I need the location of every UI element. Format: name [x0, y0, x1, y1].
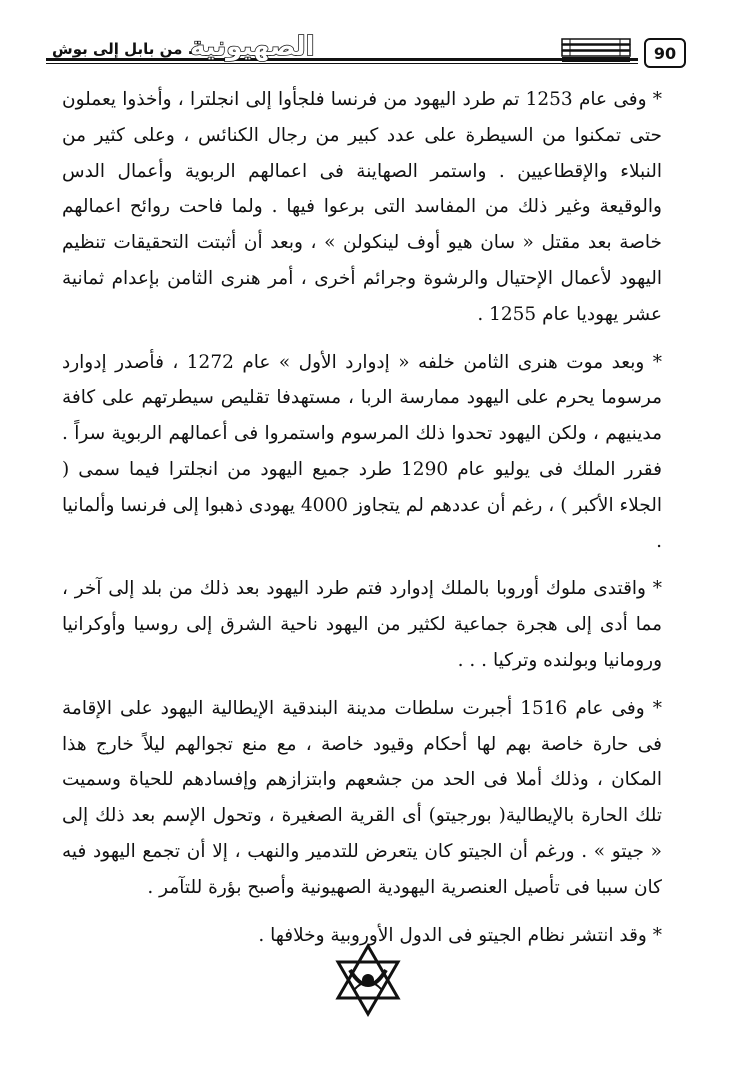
header-title: الصهيونية [190, 32, 315, 62]
paragraph: * وبعد موت هنرى الثامن خلفه « إدوارد الأول » عام 1272 ، فأصدر إدوارد مرسوما يحرم على اليهود ممارسة الربا ، مستهدفا تقليص سيطرتهم على كافة مدينيهم ، ولكن اليهود تحدوا ذلك المرسوم واستمروا فى أعمالهم الربوية سراً . فقرر الملك فى يوليو عام 1290 طرد جميع اليهود من انجلترا فيما سمى ( الجلاء الأكبر ) ، رغم أن عددهم لم يتجاوز 4000 يهودى ذهبوا إلى فرنسا وألمانيا . [62, 351, 663, 552]
paragraph: * وفى عام 1516 أجبرت سلطات مدينة البندقية الإيطالية اليهود على الإقامة فى حارة خاصة بهم لها أحكام وقيود خاصة ، مع منع تجوالهم ليلاً خارج هذا المكان ، وذلك أملا فى الحد من جشعهم وابتزازهم وإفسادهم للحياة وسميت تلك الحارة بالإيطالية( بورجيتو) أى القرية الصغيرة ، وتحول الإسم بعد ذلك إلى « جيتو » . ورغم أن الجيتو كان يتعرض للتدمير والنهب ، إلا أن تجمع اليهود فيه كان سببا فى تأصيل العنصرية اليهودية الصهيونية وأصبح بؤرة للتآمر . [62, 697, 662, 898]
star-of-david-emblem-icon [328, 940, 408, 1020]
page-header [40, 22, 690, 72]
paragraph: * وقد انتشر نظام الجيتو فى الدول الأوروبية وخلافها . [258, 924, 662, 946]
header-rule-thin [46, 63, 638, 64]
paragraph: * واقتدى ملوك أوروبا بالملك إدوارد فتم طرد اليهود بعد ذلك من بلد إلى آخر ، مما أدى إلى هجرة جماعية لكثير من اليهود ناحية الشرق إلى روسيا وأوكرانيا ورومانيا وبولنده وتركيا . . . [62, 578, 662, 671]
header-subtitle: .. من بابل إلى بوش [52, 40, 200, 58]
page-number: 90 [644, 38, 686, 68]
header-rule [46, 58, 638, 61]
paragraph: * وفى عام 1253 تم طرد اليهود من فرنسا فلجأوا إلى انجلترا ، وأخذوا يعملون حتى تمكنوا من السيطرة على عدد كبير من رجال الكنائس ، وعلى كثير من النبلاء والإقطاعيين . واستمر الصهاينة فى اعمالهم الربوية وأعمال الدس والوقيعة وغير ذلك من المفاسد التى برعوا فيها . ولما فاحت روائح اعمالهم خاصة بعد مقتل « سان هيو أوف لينكولن » ، وبعد أن أثبتت التحقيقات تنظيم اليهود لأعمال الإحتيال والرشوة وجرائم أخرى ، أمر هنرى الثامن بإعدام ثمانية عشر يهوديا عام 1255 . [62, 89, 662, 325]
page-body [62, 82, 662, 965]
books-icon [560, 36, 632, 64]
